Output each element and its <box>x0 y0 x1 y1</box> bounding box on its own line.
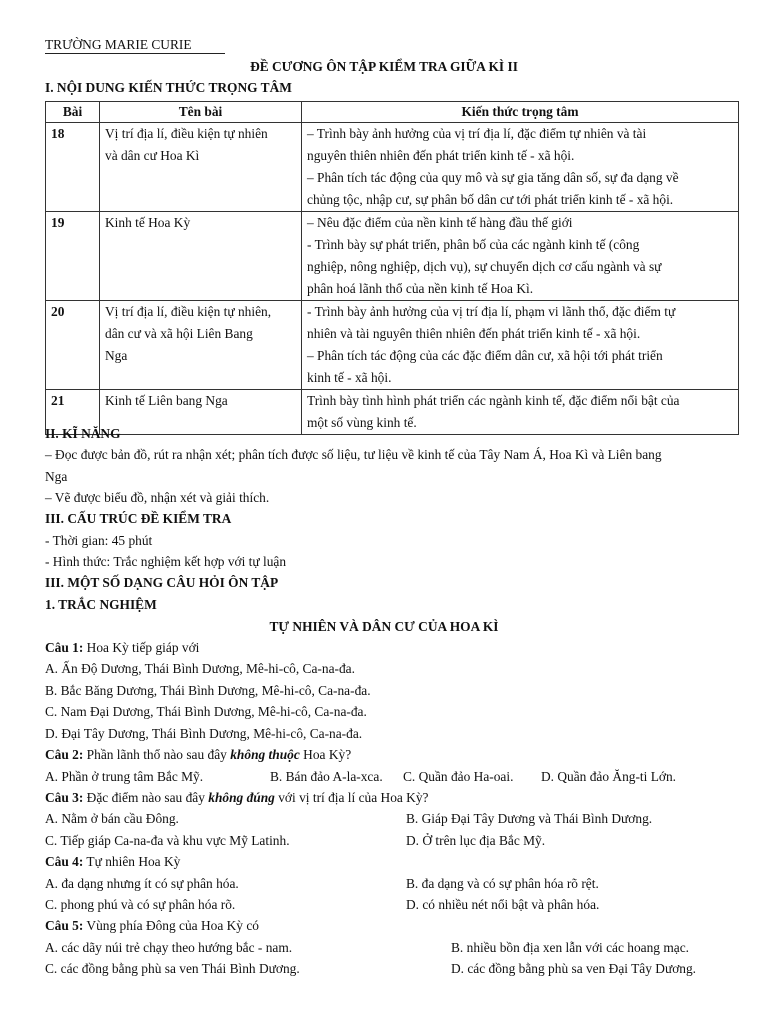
col-header-name: Tên bài <box>100 102 302 123</box>
lesson-content: Trình bày tình hình phát triển các ngành kinh tế, đặc điểm nổi bật của một số vùng kinh tế. <box>302 390 739 435</box>
lesson-number: 19 <box>46 212 100 301</box>
question-label: Câu 2: <box>45 747 84 762</box>
knowledge-table <box>45 101 739 435</box>
answer-option: A. đa dạng nhưng ít có sự phân hóa. <box>45 876 239 891</box>
exam-duration: - Thời gian: 45 phút <box>45 533 153 548</box>
emphasis: không thuộc <box>230 747 300 762</box>
answer-option: C. các đồng bằng phù sa ven Thái Bình Dương. <box>45 961 300 976</box>
answer-option: D. Ở trên lục địa Bắc Mỹ. <box>406 833 546 848</box>
question-4 <box>45 855 180 868</box>
lesson-number: 18 <box>46 123 100 212</box>
skill-line: Nga <box>45 469 68 484</box>
lesson-number: 20 <box>46 301 100 390</box>
table-row <box>46 390 739 435</box>
section2-heading: II. KĨ NĂNG <box>45 426 121 441</box>
answer-option: A. các dãy núi trẻ chạy theo hướng bắc - nam. <box>45 940 293 955</box>
col-header-lesson: Bài <box>46 102 100 123</box>
answer-option: C. Quần đảo Ha-oai. <box>403 769 514 784</box>
answer-option: C. Tiếp giáp Ca-na-đa và khu vực Mỹ Latinh. <box>45 833 290 848</box>
school-underline <box>45 53 225 54</box>
answer-option: C. phong phú và có sự phân hóa rõ. <box>45 897 236 912</box>
col-header-content: Kiến thức trọng tâm <box>302 102 739 123</box>
lesson-number: 21 <box>46 390 100 435</box>
answer-option: D. Đại Tây Dương, Thái Bình Dương, Mê-hi-cô, Ca-na-đa. <box>45 726 363 741</box>
question-stem: Tự nhiên Hoa Kỳ <box>83 854 181 869</box>
table-row <box>46 123 739 212</box>
question-2: Câu 2: Phần lãnh thổ nào sau đây không thuộc Hoa Kỳ? <box>45 747 352 762</box>
answer-option: C. Nam Đại Dương, Thái Bình Dương, Mê-hi-cô, Ca-na-đa. <box>45 704 367 719</box>
lesson-name: Vị trí địa lí, điều kiện tự nhiên, dân cư và xã hội Liên Bang Nga <box>100 301 302 390</box>
question-label: Câu 1: <box>45 640 84 655</box>
lesson-name: Kinh tế Hoa Kỳ <box>100 212 302 301</box>
answer-option: B. nhiều bồn địa xen lẫn với các hoang mạc. <box>451 940 689 955</box>
skill-line: – Vẽ được biểu đồ, nhận xét và giải thích. <box>45 490 270 505</box>
section4-heading: III. MỘT SỐ DẠNG CÂU HỎI ÔN TẬP <box>45 575 279 590</box>
question-label: Câu 5: <box>45 918 84 933</box>
multiple-choice-heading: 1. TRẮC NGHIỆM <box>45 597 157 612</box>
answer-option: A. Ấn Độ Dương, Thái Bình Dương, Mê-hi-cô, Ca-na-đa. <box>45 661 355 676</box>
question-3: Câu 3: Đặc điểm nào sau đây không đúng với vị trí địa lí của Hoa Kỳ? <box>45 790 429 805</box>
topic-heading: TỰ NHIÊN VÀ DÂN CƯ CỦA HOA KÌ <box>269 619 499 634</box>
section1-heading: I. NỘI DUNG KIẾN THỨC TRỌNG TÂM <box>45 80 292 95</box>
section3-heading: III. CẤU TRÚC ĐỀ KIỂM TRA <box>45 511 232 526</box>
answer-option: D. các đồng bằng phù sa ven Đại Tây Dương. <box>451 961 697 976</box>
school-name: TRƯỜNG MARIE CURIE <box>45 37 192 52</box>
answer-option: B. đa dạng và có sự phân hóa rõ rệt. <box>406 876 599 891</box>
document-title: ĐỀ CƯƠNG ÔN TẬP KIỂM TRA GIỮA KÌ II <box>250 59 518 74</box>
answer-option: A. Phần ở trung tâm Bắc Mỹ. <box>45 769 204 784</box>
question-1 <box>45 641 199 654</box>
table-header-row <box>46 102 739 123</box>
emphasis: không đúng <box>208 790 275 805</box>
answer-option: B. Giáp Đại Tây Dương và Thái Bình Dương. <box>406 811 653 826</box>
lesson-name: Kinh tế Liên bang Nga <box>100 390 302 435</box>
question-stem: Hoa Kỳ tiếp giáp với <box>83 640 200 655</box>
table-row <box>46 212 739 301</box>
exam-format: - Hình thức: Trắc nghiệm kết hợp với tự luận <box>45 554 287 569</box>
lesson-content: – Nêu đặc điểm của nền kinh tế hàng đầu thế giới - Trình bày sự phát triển, phân bố của các ngành kinh tế (công nghiệp, nông nghiệp, dịch vụ), sự chuyển dịch cơ cấu ngành và sự phân hoá lãnh thổ của nền kinh tế Hoa Kì. <box>302 212 739 301</box>
lesson-name: Vị trí địa lí, điều kiện tự nhiên và dân cư Hoa Kì <box>100 123 302 212</box>
answer-option: D. Quần đảo Ăng-ti Lớn. <box>541 769 677 784</box>
table-row <box>46 301 739 390</box>
question-5 <box>45 919 259 932</box>
answer-option: D. có nhiều nét nổi bật và phân hóa. <box>406 897 600 912</box>
lesson-content: - Trình bày ảnh hưởng của vị trí địa lí, phạm vi lãnh thổ, đặc điểm tự nhiên và tài nguyên thiên nhiên đến phát triển kinh tế - xã hội. – Phân tích tác động của các đặc điểm dân cư, xã hội tới phát triển kinh tế - xã hội. <box>302 301 739 390</box>
answer-option: B. Bắc Băng Dương, Thái Bình Dương, Mê-hi-cô, Ca-na-đa. <box>45 683 371 698</box>
lesson-content: – Trình bày ảnh hưởng của vị trí địa lí, đặc điểm tự nhiên và tài nguyên thiên nhiên đến phát triển kinh tế - xã hội. – Phân tích tác động của quy mô và sự gia tăng dân số, sự đa dạng về chủng tộc, nhập cư, sự phân bố dân cư tới phát triển kinh tế - xã hội. <box>302 123 739 212</box>
answer-option: A. Nằm ở bán cầu Đông. <box>45 811 179 826</box>
question-label: Câu 3: <box>45 790 84 805</box>
question-label: Câu 4: <box>45 854 84 869</box>
question-stem: Vùng phía Đông của Hoa Kỳ có <box>83 918 259 933</box>
skill-line: – Đọc được bản đồ, rút ra nhận xét; phân tích được số liệu, tư liệu về kinh tế của Tây Nam Á, Hoa Kì và Liên bang <box>45 447 662 462</box>
answer-option: B. Bán đảo A-la-xca. <box>270 769 383 784</box>
